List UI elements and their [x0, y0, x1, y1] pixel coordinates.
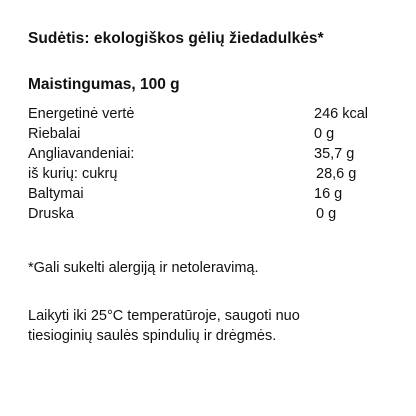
nutrition-label: Angliavandeniai:: [28, 146, 135, 162]
storage-line: tiesioginių saulės spindulių ir drėgmės.: [28, 328, 277, 344]
ingredients-text: Sudėtis: ekologiškos gėlių žiedadulkės*: [28, 30, 324, 47]
nutrition-label: Druska: [28, 206, 74, 222]
nutrition-value: 0 g: [314, 126, 335, 142]
nutrition-row-protein: [28, 184, 388, 204]
nutrition-table: [28, 104, 388, 224]
storage-instructions: [28, 306, 398, 346]
nutrition-value: 16 g: [314, 186, 343, 202]
nutrition-row-carbs: [28, 144, 388, 164]
nutrition-row-sugars: [28, 164, 388, 184]
nutrition-label: Baltymai: [28, 186, 84, 202]
nutrition-title: Maistingumas, 100 g: [28, 76, 180, 93]
nutrition-value: 246 kcal: [314, 106, 369, 122]
nutrition-label: Riebalai: [28, 126, 81, 142]
nutrition-row-fat: [28, 124, 388, 144]
nutrition-row-energy: [28, 104, 388, 124]
nutrition-value: 0 g: [316, 206, 337, 222]
allergy-note: *Gali sukelti alergiją ir netoleravimą.: [28, 260, 259, 276]
nutrition-label: Energetinė vertė: [28, 106, 135, 122]
nutrition-row-salt: [28, 204, 388, 224]
nutrition-value: 35,7 g: [314, 146, 355, 162]
storage-line: Laikyti iki 25°C temperatūroje, saugoti nuo: [28, 308, 300, 324]
nutrition-label: iš kurių: cukrų: [28, 166, 118, 182]
nutrition-value: 28,6 g: [316, 166, 357, 182]
